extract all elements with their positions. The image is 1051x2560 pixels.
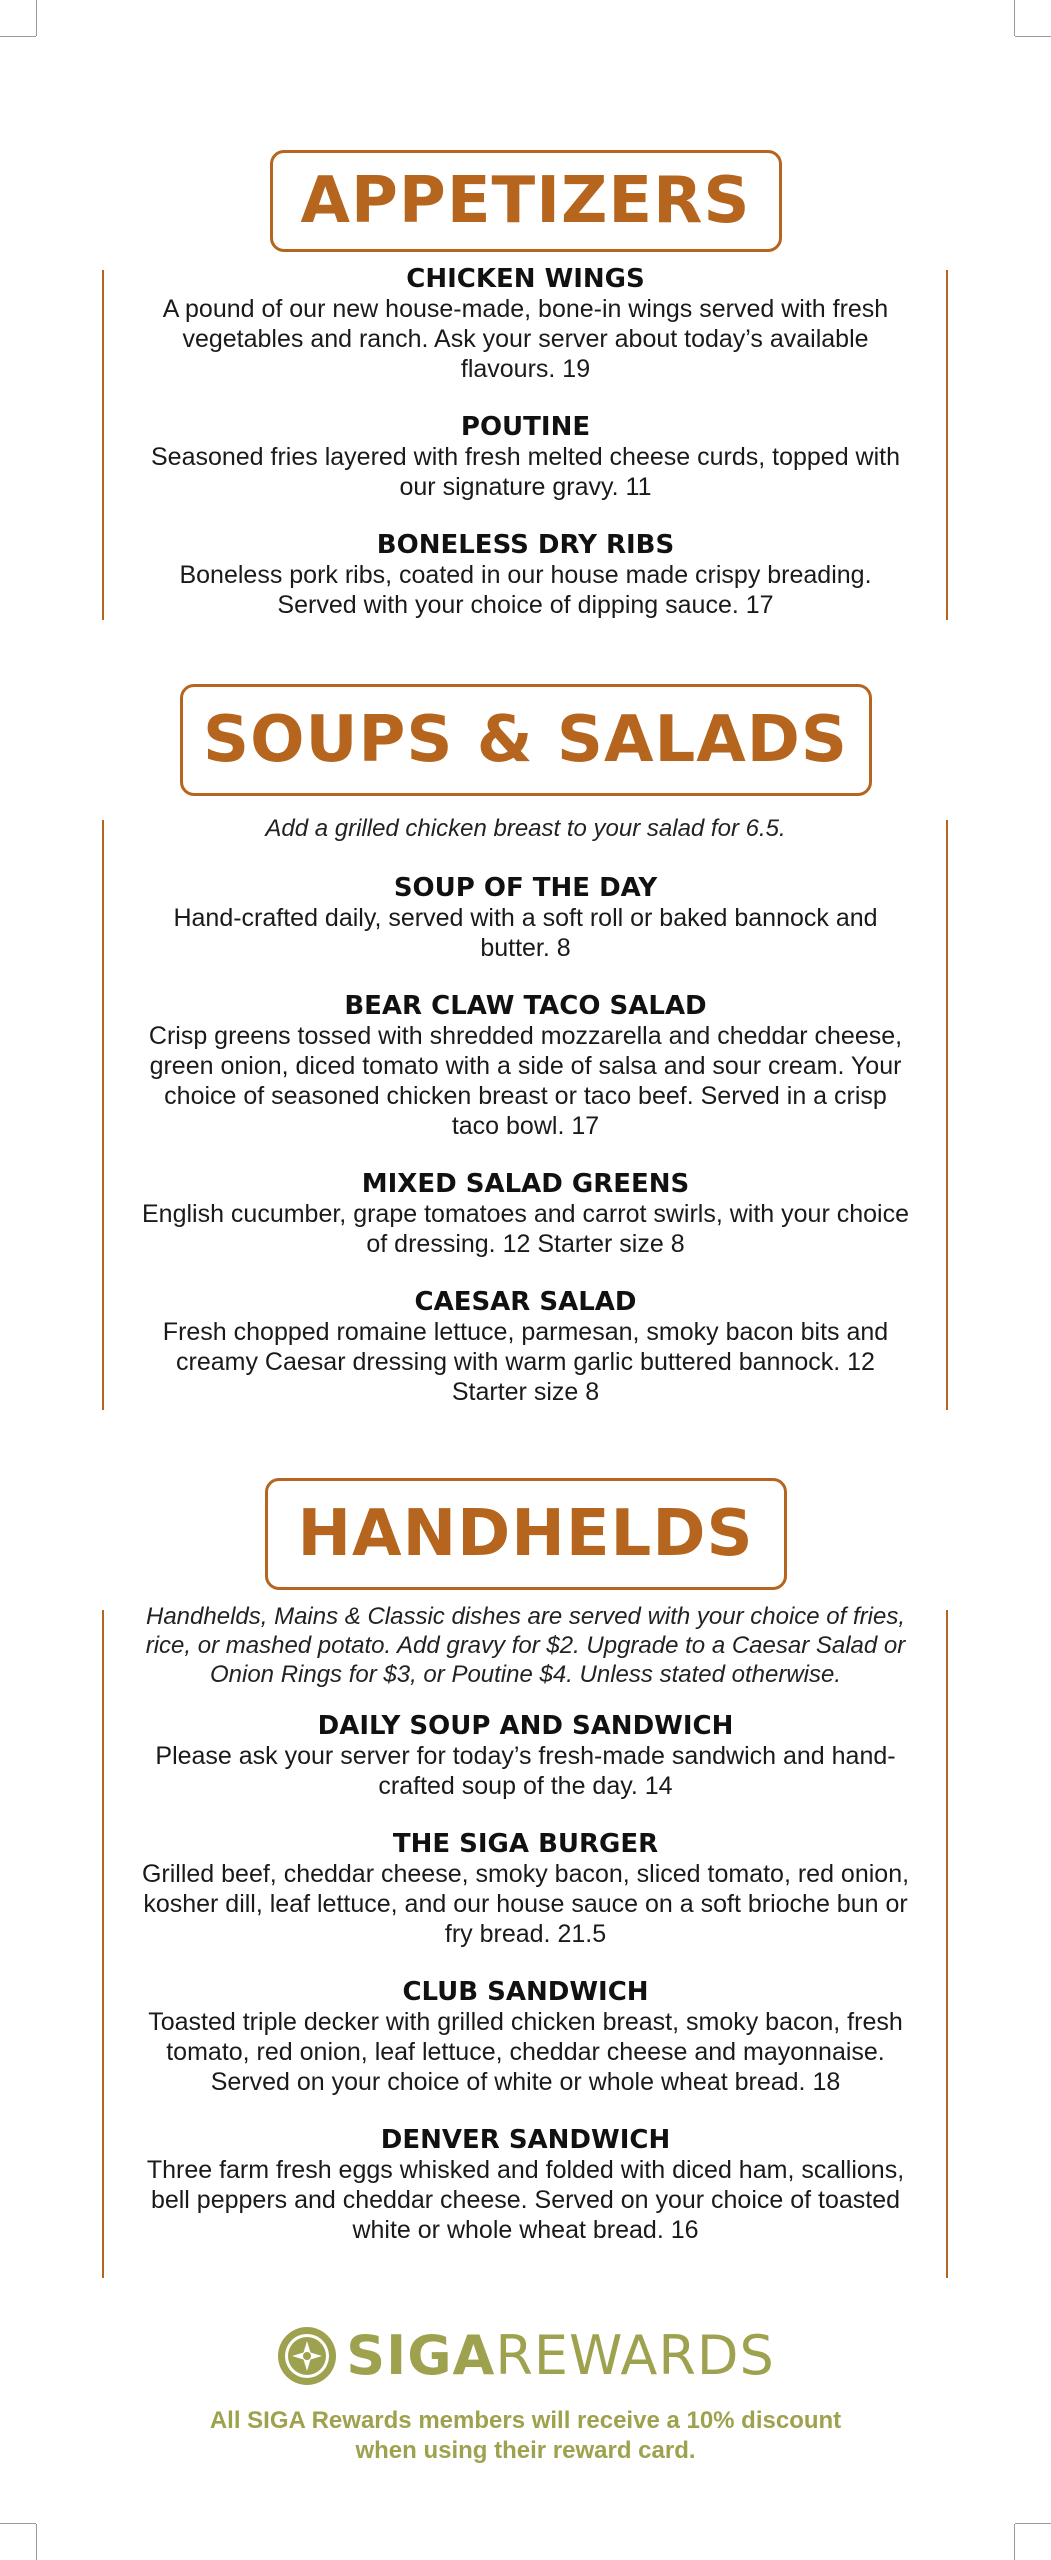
- crop-mark: [1015, 36, 1051, 37]
- crop-mark: [1014, 2524, 1015, 2560]
- section-rule-left: [102, 1610, 104, 2278]
- item-name: BONELESS DRY RIBS: [376, 530, 675, 560]
- section-note: Handhelds, Mains & Classic dishes are served with your choice of fries, rice, or mashed potato. Add gravy for $2. Upgrade to a Caesar Salad or Onion Rings for $3, or Poutine $4. Unless stated otherwise.: [145, 1603, 906, 1688]
- crop-mark: [1014, 0, 1015, 36]
- menu-item: [140, 991, 911, 1141]
- rewards-wordmark: [346, 2324, 775, 2387]
- section-note: Add a grilled chicken breast to your salad for 6.5.: [265, 815, 786, 842]
- section-rule-left: [102, 270, 104, 620]
- section-heading-box: [265, 1478, 787, 1590]
- item-description: Fresh chopped romaine lettuce, parmesan, smoky bacon bits and creamy Caesar dressing with warm garlic buttered bannock. 12 Starter size 8: [162, 1318, 889, 1406]
- menu-item: [140, 1711, 911, 1801]
- crop-mark: [36, 0, 37, 36]
- item-name: CLUB SANDWICH: [402, 1977, 649, 2007]
- soups-salads-section: [0, 684, 1051, 1414]
- item-description: A pound of our new house-made, bone-in wings served with fresh vegetables and ranch. Ask your server about today’s available flavours. 19: [162, 295, 889, 383]
- item-description: Three farm fresh eggs whisked and folded with diced ham, scallions, bell peppers and cheddar cheese. Served on your choice of toasted white or whole wheat bread. 16: [146, 2156, 905, 2244]
- rewards-discount-text: All SIGA Rewards members will receive a 10% discount when using their reward card.: [209, 2407, 842, 2464]
- item-name: BEAR CLAW TACO SALAD: [344, 991, 707, 1021]
- crop-mark: [0, 2523, 36, 2524]
- item-description: Hand-crafted daily, served with a soft roll or baked bannock and butter. 8: [173, 904, 878, 962]
- item-description: Grilled beef, cheddar cheese, smoky bacon, sliced tomato, red onion, kosher dill, leaf lettuce, and our house sauce on a soft brioche bun or fry bread. 21.5: [141, 1860, 910, 1948]
- wordmark-siga: SIGA: [346, 2324, 496, 2387]
- menu-item: [140, 1977, 911, 2097]
- item-name: CAESAR SALAD: [414, 1287, 637, 1317]
- section-heading-box: [180, 684, 872, 796]
- crop-mark: [36, 2524, 37, 2560]
- menu-item: [140, 873, 911, 963]
- menu-item: [140, 530, 911, 620]
- item-name: POUTINE: [460, 412, 591, 442]
- section-title: HANDHELDS: [297, 1497, 754, 1571]
- menu-item: [140, 264, 911, 384]
- item-name: MIXED SALAD GREENS: [361, 1169, 690, 1199]
- rewards-block: [0, 2320, 1051, 2466]
- section-title: APPETIZERS: [300, 164, 751, 238]
- menu-items: [140, 1602, 911, 2273]
- section-heading-box: [270, 150, 782, 252]
- wordmark-rewards: REWARDS: [495, 2324, 775, 2387]
- item-name: DAILY SOUP AND SANDWICH: [317, 1711, 734, 1741]
- menu-item: [140, 2125, 911, 2245]
- item-description: Please ask your server for today’s fresh-made sandwich and hand-crafted soup of the day. 14: [155, 1742, 896, 1800]
- item-name: SOUP OF THE DAY: [393, 873, 658, 903]
- menu-item: [140, 1287, 911, 1407]
- item-name: CHICKEN WINGS: [406, 264, 645, 294]
- crop-mark: [0, 36, 36, 37]
- section-rule-right: [946, 270, 948, 620]
- siga-rewards-logo: [276, 2320, 775, 2392]
- handhelds-section: [0, 1478, 1051, 2278]
- menu-item: [140, 1829, 911, 1949]
- item-description: Seasoned fries layered with fresh melted cheese curds, topped with our signature gravy. 11: [150, 443, 901, 501]
- item-name: DENVER SANDWICH: [380, 2125, 671, 2155]
- item-description: Crisp greens tossed with shredded mozzarella and cheddar cheese, green onion, diced tomato with a side of salsa and sour cream. Your choice of seasoned chicken breast or taco beef. Served in a crisp taco bowl. 17: [148, 1022, 903, 1140]
- menu-item: [140, 1169, 911, 1259]
- crop-mark: [1015, 2523, 1051, 2524]
- section-rule-right: [946, 820, 948, 1410]
- section-rule-right: [946, 1610, 948, 2278]
- item-description: English cucumber, grape tomatoes and carrot swirls, with your choice of dressing. 12 Starter size 8: [141, 1200, 910, 1258]
- menu-item: [140, 412, 911, 502]
- menu-items: [140, 814, 911, 1435]
- item-description: Toasted triple decker with grilled chicken breast, smoky bacon, fresh tomato, red onion, leaf lettuce, cheddar cheese and mayonnaise. Served on your choice of white or whole wheat bread. 18: [148, 2008, 903, 2096]
- section-rule-left: [102, 820, 104, 1410]
- section-title: SOUPS & SALADS: [203, 703, 848, 777]
- item-name: THE SIGA BURGER: [392, 1829, 659, 1859]
- menu-items: [140, 264, 911, 648]
- star-emblem-icon: [276, 2325, 338, 2387]
- item-description: Boneless pork ribs, coated in our house made crispy breading. Served with your choice of dipping sauce. 17: [179, 561, 872, 619]
- appetizers-section: [0, 150, 1051, 620]
